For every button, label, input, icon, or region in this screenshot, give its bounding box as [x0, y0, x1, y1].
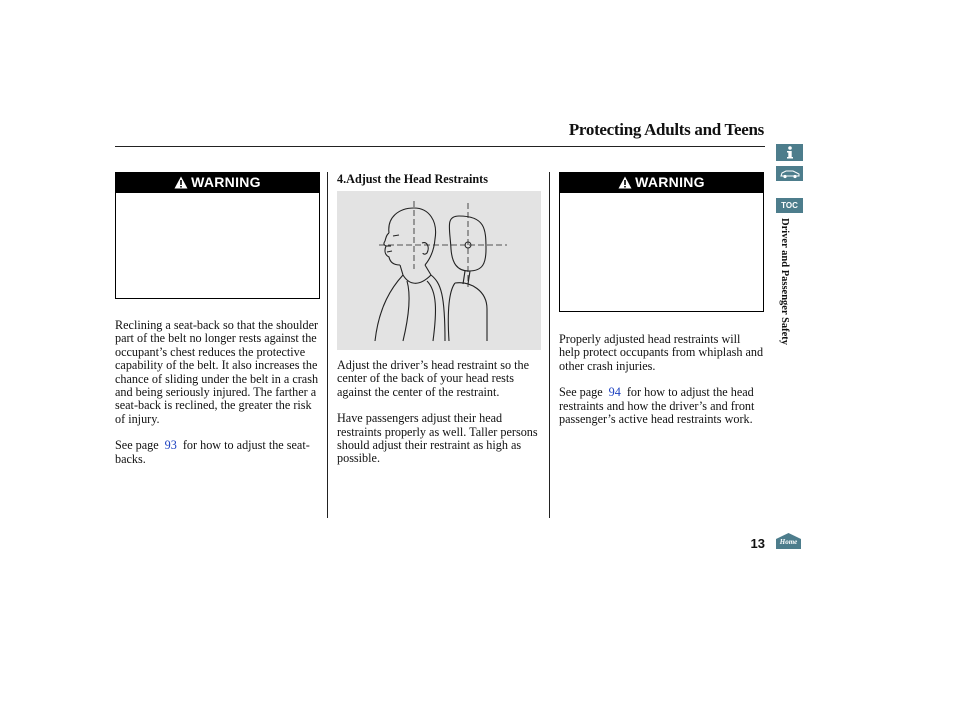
home-label: Home — [779, 538, 798, 546]
warning-header-right — [559, 172, 764, 192]
warning-box-left — [115, 192, 320, 299]
head-restraint-illustration — [337, 191, 541, 350]
passenger-adjust-paragraph: Have passengers adjust their head restraints properly as well. Taller persons should adjust their restraint as high as possible. — [337, 411, 538, 466]
see-page-paragraph-right: See page 94 for how to adjust the head restraints and how the driver’s and front passenger’s active head restraints work. — [559, 385, 755, 427]
middle-column-text — [337, 359, 542, 479]
warning-label: WARNING — [191, 174, 261, 190]
car-index-button[interactable] — [776, 166, 803, 181]
warning-box-right — [559, 192, 764, 312]
info-icon — [785, 146, 795, 159]
column-divider-right — [549, 172, 550, 518]
page-title: Protecting Adults and Teens — [568, 120, 764, 139]
warning-header-left — [115, 172, 320, 192]
seat-back-warning-paragraph: Reclining a seat-back so that the shoulder part of the belt no longer rests against the occupant’s chest reduces the protective capability of the belt. It also increases the chance of sliding under the belt in a crash and being seriously injured. The farther a seat-back is reclined, the greater the risk of injury. — [115, 318, 319, 426]
driver-adjust-paragraph: Adjust the driver’s head restraint so the center of the back of your head rests against the center of the restraint. — [337, 358, 530, 399]
head-restraint-figure — [337, 191, 541, 350]
head-restraint-benefit-paragraph: Properly adjusted head restraints will help protect occupants from whiplash and other crash injuries. — [559, 332, 764, 373]
right-column-text — [559, 333, 764, 439]
see-page-paragraph-left: See page 93 for how to adjust the seat-backs. — [115, 438, 310, 466]
section-heading: 4.Adjust the Head Restraints — [337, 172, 488, 186]
home-button[interactable] — [775, 532, 802, 550]
info-button[interactable] — [776, 144, 803, 161]
page-link-93[interactable]: 93 — [164, 438, 177, 453]
page-number: 13 — [750, 536, 765, 551]
warning-triangle-icon — [618, 176, 632, 189]
warning-triangle-icon — [174, 176, 188, 189]
column-divider-left — [327, 172, 328, 518]
toc-button[interactable]: TOC — [776, 198, 803, 213]
car-icon — [779, 168, 801, 179]
page-link-94[interactable]: 94 — [608, 385, 621, 400]
left-column-text — [115, 319, 321, 479]
header-rule — [115, 146, 765, 147]
section-tab-label: Driver and Passenger Safety — [779, 218, 790, 346]
warning-label: WARNING — [635, 174, 705, 190]
